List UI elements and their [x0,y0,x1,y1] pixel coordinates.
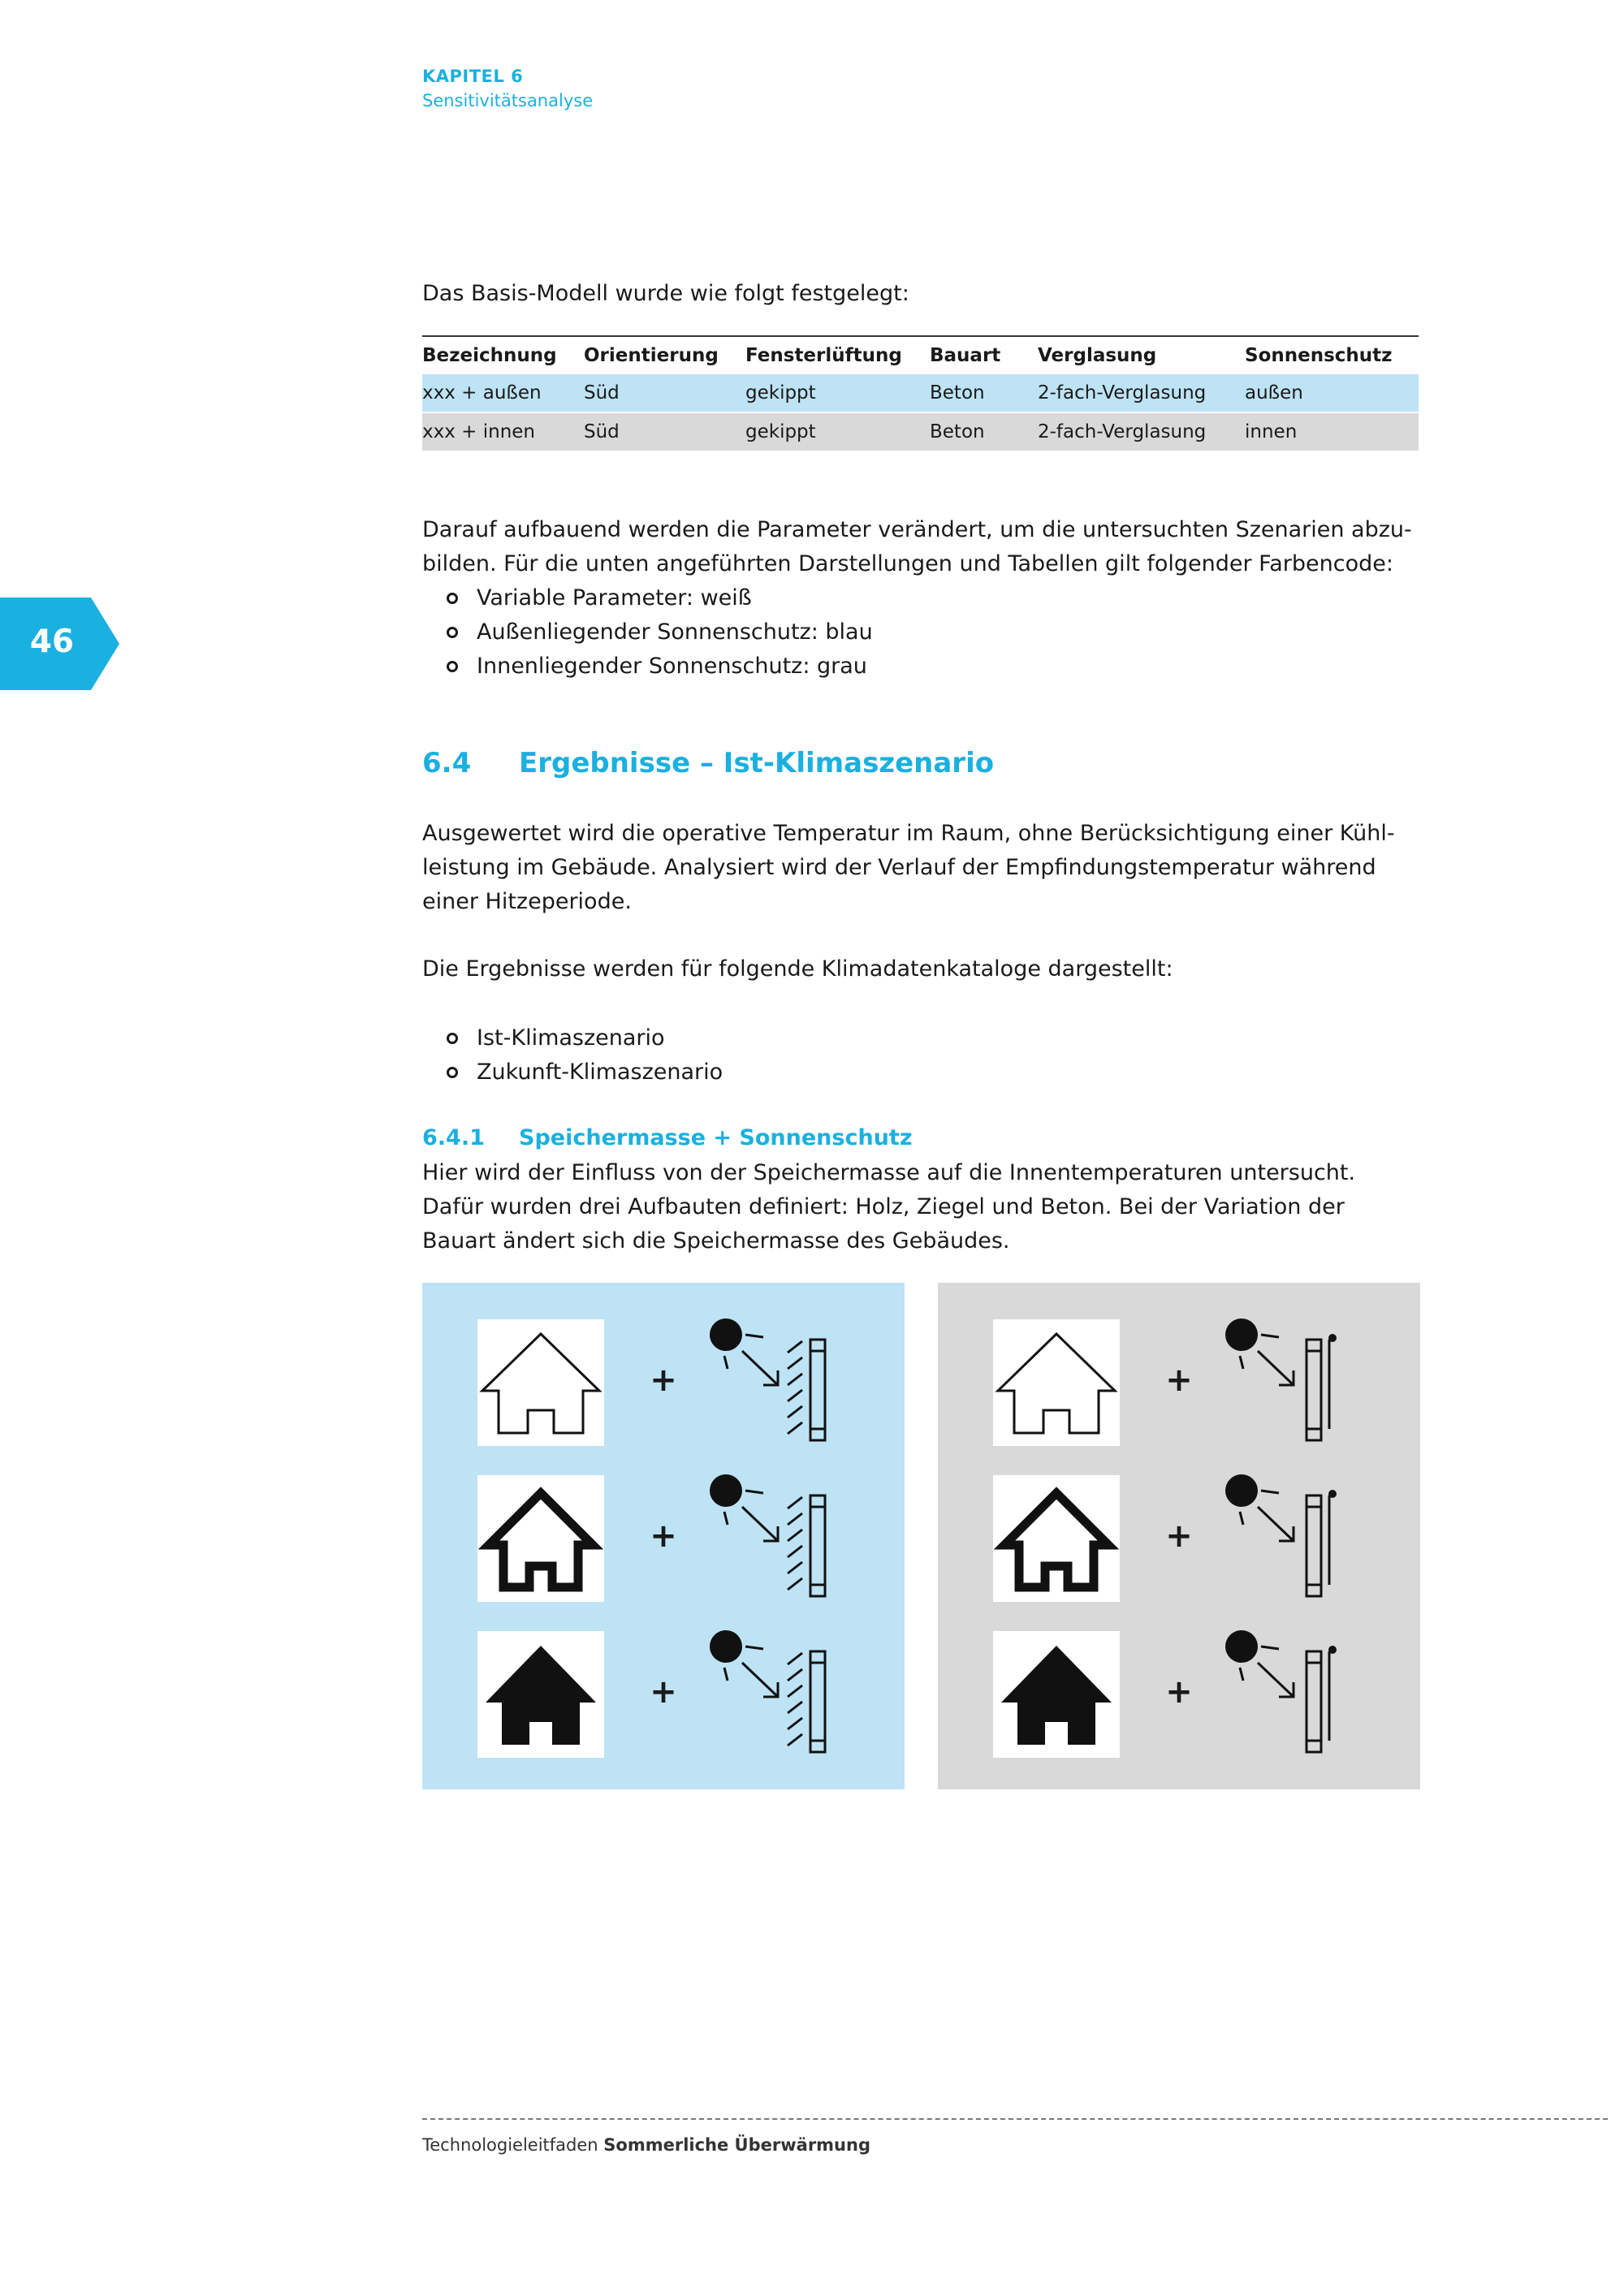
table-row [422,374,1419,412]
list-item: Innenliegender Sonnenschutz: grau [422,650,873,684]
table-cell: gekippt [745,412,930,451]
plus-sign: + [650,1362,677,1399]
plus-sign: + [1165,1673,1193,1711]
bullet-icon [447,593,458,604]
paragraph-evaluation: Ausgewertet wird die operative Temperatur im Raum, ohne Berücksichtigung einer Kühlleistung im Gebäude. Analysiert wird der Verlauf der Empfindungstemperatur während einer Hitzeperiode. [422,821,1395,914]
table-header-row [422,336,1419,374]
color-code-list [422,581,873,684]
list-item: Zukunft-Klimaszenario [422,1055,723,1090]
table-cell: Süd [584,412,745,451]
sun-external-blind-icon [706,1471,836,1609]
table-cell: xxx + innen [422,412,584,451]
scenario-list [422,1021,723,1090]
table-cell: Beton [930,374,1038,412]
intro-text: Das Basis-Modell wurde wie folgt festgelegt: [422,281,909,306]
house-outline-icon [477,1319,604,1446]
table-header-cell: Fensterlüftung [745,345,902,366]
section-number: 6.4 [422,747,472,779]
plus-sign: + [1165,1362,1193,1399]
sun-internal-blind-icon [1222,1627,1352,1765]
plus-sign: + [1165,1517,1193,1555]
basis-model-table [422,335,1419,451]
house-wood-box [993,1319,1120,1446]
paragraph-catalogues: Die Ergebnisse werden für folgende Klimadatenkataloge dargestellt: [422,956,1173,982]
bullet-icon [447,1033,458,1044]
table-header-cell: Sonnenschutz [1245,345,1393,366]
footer-title: Sommerliche Überwärmung [603,2135,870,2155]
house-outline-icon [993,1319,1120,1446]
page-number: 46 [29,624,75,660]
plus-sign: + [650,1517,677,1555]
sun-external-blind-icon [706,1315,836,1453]
sun-internal-blind-icon [1222,1471,1352,1609]
footer-prefix: Technologieleitfaden [422,2135,598,2155]
table-cell: 2-fach-Verglasung [1038,412,1245,451]
list-item: Variable Parameter: weiß [422,581,873,615]
table-row [422,412,1419,451]
section-title: Ergebnisse – Ist-Klimaszenario [519,747,995,779]
table-cell: außen [1245,374,1419,412]
subsection-title: Speichermasse + Sonnenschutz [519,1125,913,1150]
house-solid-icon [477,1631,604,1758]
house-brick-box [477,1475,604,1602]
table-header-cell: Verglasung [1038,345,1157,366]
house-concrete-box [993,1631,1120,1758]
paragraph-storage-mass: Hier wird der Einfluss von der Speichermasse auf die Innentemperaturen untersucht. Dafür wurden drei Aufbauten definiert: Holz, Ziegel und Beton. Bei der Variation der Bauart ändert sich die Speichermasse des Gebäudes. [422,1160,1356,1254]
chapter-subtitle: Sensitivitätsanalyse [422,91,594,110]
list-item: Außenliegender Sonnenschutz: blau [422,615,873,650]
list-item: Ist-Klimaszenario [422,1021,723,1055]
house-concrete-box [477,1631,604,1758]
bullet-icon [447,661,458,672]
sun-external-blind-icon [706,1627,836,1765]
table-cell: gekippt [745,374,930,412]
table-header-cell: Bauart [930,345,1001,366]
plus-sign: + [650,1673,677,1711]
table-cell: 2-fach-Verglasung [1038,374,1245,412]
table-header-cell: Bezeichnung [422,345,557,366]
sun-internal-blind-icon [1222,1315,1352,1453]
chapter-label: KAPITEL 6 [422,67,524,86]
footer-divider [422,2118,1608,2120]
table-cell: xxx + außen [422,374,584,412]
outside-shading-panel [422,1283,905,1789]
table-cell: innen [1245,412,1419,451]
table-header-cell: Orientierung [584,345,719,366]
house-brick-box [993,1475,1120,1602]
table-cell: Beton [930,412,1038,451]
subsection-number: 6.4.1 [422,1125,485,1150]
house-wood-box [477,1319,604,1446]
footer [422,2135,870,2155]
bullet-icon [447,1067,458,1078]
bullet-icon [447,627,458,638]
inside-shading-panel [938,1283,1420,1789]
house-solid-icon [993,1631,1120,1758]
house-thick-icon [477,1475,604,1602]
paragraph-parameters: Darauf aufbauend werden die Parameter verändert, um die untersuchten Szenarien abzubilden. Für die unten angeführten Darstellungen und Tabellen gilt folgender Farbencode: [422,517,1412,576]
house-thick-icon [993,1475,1120,1602]
table-cell: Süd [584,374,745,412]
